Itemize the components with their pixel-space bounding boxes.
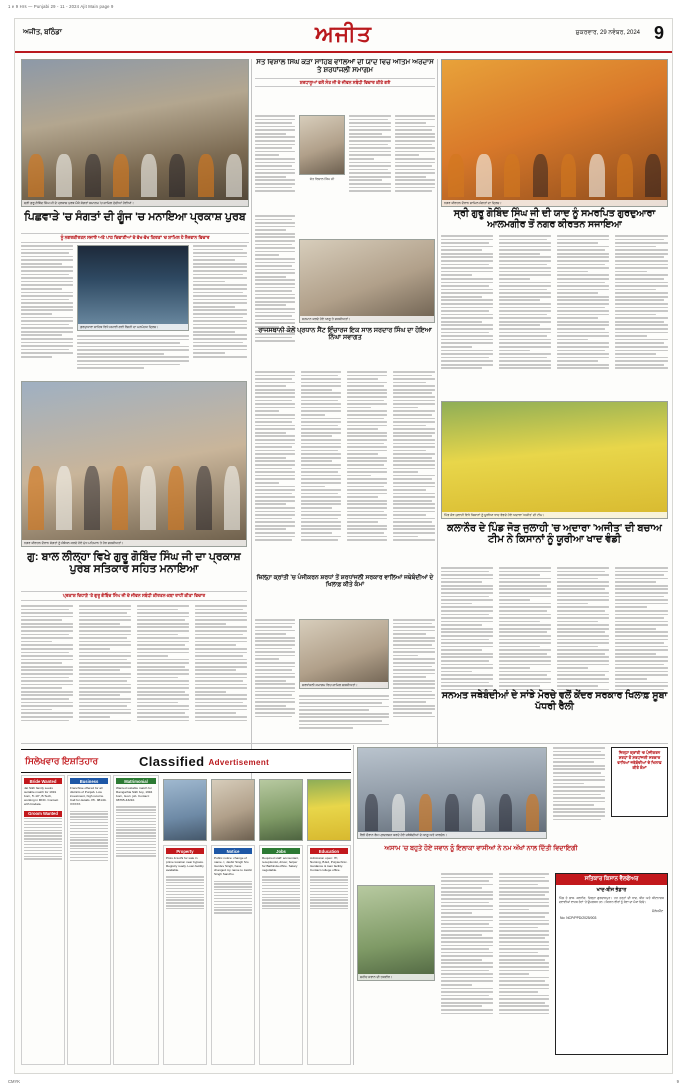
classified-head: Matrimonial (116, 778, 156, 784)
photo-caption: ਸ਼ਰਧਾਂਜਲੀ ਸਮਾਗਮ ਵਿਚ ਸ਼ਾਮਿਲ ਸ਼ਖ਼ਸੀਅਤਾਂ। (300, 682, 388, 688)
classified-column-6[interactable] (259, 845, 303, 1065)
figure-group (442, 136, 667, 197)
headline-4: ਗੁ: ਬਾਲ ਲੀਲ੍ਹਾ ਵਿਖੇ ਗੁਰੂ ਗੋਬਿੰਦ ਸਿੰਘ ਜੀ ਦਾ ਪ੍ਰਕਾਸ਼ ਪੁਰਬ ਸਤਿਕਾਰ ਸਹਿਤ ਮਨਾਇਆ (27, 551, 241, 576)
body-col-right-8 (615, 567, 668, 739)
body-col-right-4 (615, 235, 668, 395)
ad-signoff: ਮੈਨੇਜਮੈਂਟ (652, 909, 663, 914)
body-col-right-3 (557, 235, 609, 395)
classified-illustration-chair (259, 779, 303, 841)
photo-caption: ਨਗਰ ਕੀਰਤਨ ਦੌਰਾਨ ਸ਼ਾਮਿਲ ਸੰਗਤਾਂ ਦਾ ਦ੍ਰਿਸ਼। (442, 200, 667, 206)
body-col-7 (195, 605, 247, 745)
photo-caption: ਸ੍ਰੀ ਗੁਰੂ ਗੋਬਿੰਦ ਸਿੰਘ ਜੀ ਦੇ ਪ੍ਰਕਾਸ਼ ਪੁਰਬ ਮੌਕੇ ਸੰਗਤਾਂ ਸਮਾਗਮ 'ਚ ਸ਼ਾਮਿਲ ਹੁੰਦੀਆਂ ਹੋਈਆਂ। (22, 200, 248, 206)
body-col-mid-8 (393, 371, 435, 571)
column-divider (353, 745, 354, 1065)
notice-number: No: NCP/PPD/2025/003 (560, 916, 597, 921)
body-col-mid-5 (255, 371, 295, 571)
subhead-4: ਪ੍ਰਕਾਸ਼ ਦਿਹਾੜੇ 'ਤੇ ਗੁਰੂ ਗੋਬਿੰਦ ਸਿੰਘ ਜੀ ਦੇ ਜੀਵਨ ਸਬੰਧੀ ਕੀਰਤਨ-ਕਥਾ ਰਾਹੀਂ ਕੀਤਾ ਵਿਚਾਰ (21, 591, 247, 601)
body-col-right-5 (441, 567, 493, 739)
body-col-mid-2 (349, 115, 391, 207)
figure-group (22, 136, 248, 197)
body-col-right-2 (499, 235, 551, 395)
ad-subhead: ਖਾਦ-ਬੀਜ ਭੰਡਾਰ (596, 887, 627, 893)
photo-top-left (21, 59, 249, 207)
photo-two-portraits (299, 619, 389, 689)
classified-column-1[interactable] (21, 775, 65, 1065)
headline-3: ਰਾਜਸਥਾਨੀ ਕੋਲੋਂ ਪ੍ਰਧਾਨ ਸੈਂਟ ਇੰਚਾਰਜ ਇਕ ਸਾਲ ਸਰਦਾਰ ਸਿੰਘ ਦਾ ਹੋਇਆ ਨਿੱਘਾ ਸਵਾਗਤ (258, 327, 432, 342)
classified-text: Franchise offered for all districts of Punjab. Low investment, high returns. Call for details. Ph. 98140-XXXXX. (70, 785, 107, 807)
body-col-mid-11 (299, 695, 389, 739)
classified-text: Plots & kothi for sale in prime location near bypass. Registry ready. Loan facility available. (166, 855, 204, 873)
classified-head: Jobs (262, 848, 300, 854)
body-col-right-6 (499, 567, 551, 739)
photo-stage-group (21, 381, 247, 547)
photo-caption: ਸਨਮਾਨ ਕਰਦੇ ਹੋਏ ਆਗੂ ਤੇ ਸ਼ਖ਼ਸੀਅਤਾਂ। (300, 316, 434, 322)
headline-1: ਪਿਛਵਾੜੇ 'ਚ ਸੰਗਤਾਂ ਦੀ ਗੂੰਜ 'ਚ ਮਨਾਇਆ ਪ੍ਰਕਾਸ਼ ਪੁਰਬ (24, 211, 246, 223)
masthead-logo: ਅਜੀਤ (315, 21, 372, 46)
photo-caption: ਸ਼ਹੀਦ ਜਵਾਨ ਦੀ ਤਸਵੀਰ। (358, 974, 434, 980)
classified-advert-text: Advertisement (208, 758, 270, 768)
photo-caption: ਗੁਰਦੁਆਰਾ ਸਾਹਿਬ ਵਿਖੇ ਸਜਾਈ ਗਈ ਰੌਸ਼ਨੀ ਦਾ ਮਨਮੋਹਕ ਦ੍ਰਿਸ਼। (78, 324, 188, 330)
body-col-mid-10 (393, 619, 435, 739)
headline-6: ਸਨਅਤ ਜਥੇਬੰਦੀਆਂ ਦੇ ਸਾਂਝੇ ਮੋਰਚੇ ਵਲੋਂ ਕੇਂਦਰ ਸਰਕਾਰ ਖਿਲਾਫ਼ ਸੂਬਾ ਪੱਧਰੀ ਰੈਲੀ (441, 690, 668, 712)
body-col-6 (137, 605, 189, 745)
classified-head: Notice (214, 848, 252, 854)
body-col-2 (193, 245, 247, 375)
masthead-date: ਸ਼ੁਕਰਵਾਰ, 29 ਨਵੰਬਰ, 2024 (575, 30, 640, 36)
photo-caption: ਪਿੰਡ ਜੋੜ ਜੁਲਾਹੀ ਵਿਖੇ ਕਿਸਾਨਾਂ ਨੂੰ ਯੂਰੀਆ ਖਾਦ ਵੰਡਦੇ ਹੋਏ ਅਦਾਰਾ 'ਅਜੀਤ' ਦੀ ਟੀਮ। (442, 512, 667, 518)
photo-soldier (357, 885, 435, 981)
classified-head: Bride Wanted (24, 778, 62, 784)
photo-sant-portrait (299, 115, 345, 175)
section-divider (21, 743, 668, 744)
photo-caption: ਨਗਰ ਕੀਰਤਨ ਦੌਰਾਨ ਸੰਗਤਾਂ ਨੂੰ ਸੰਬੋਧਨ ਕਰਦੇ ਹੋਏ ਮੁੱਖ ਮਹਿਮਾਨ ਤੇ ਹੋਰ ਸ਼ਖ਼ਸੀਅਤਾਂ। (22, 540, 246, 546)
classified-column-2[interactable] (67, 775, 111, 1065)
headline-8: ਅਸਾਮ 'ਚ ਬਹੁਤੇ ਹੋਏ ਜਵਾਨ ਨੂੰ ਇਲਾਕਾ ਵਾਸੀਆਂ ਨੇ ਨਮ ਅੱਖਾਂ ਨਾਲ ਦਿੱਤੀ ਵਿਦਾਇਗੀ (384, 845, 578, 852)
masthead (15, 19, 672, 53)
headline-2: ਸ੍ਰੀ ਗੁਰੂ ਗੋਬਿੰਦ ਸਿੰਘ ਜੀ ਦੀ ਯਾਦ ਨੂੰ ਸਮਰਪਿਤ ਗੁਰਦੁਆਰਾ ਆਲਮਗੀਰ ਤੋਂ ਨਗਰ ਕੀਰਤਨ ਸਜਾਇਆ (453, 208, 656, 230)
classified-band (21, 749, 351, 773)
classified-head: Property (166, 848, 204, 854)
body-col-bottom-2 (441, 873, 493, 1053)
classified-text: Jat Sikh family seeks suitable match for 1991 born, 5'-10", B.Tech, working in MNC. Contact with biodata. (24, 785, 59, 807)
classified-title (139, 754, 269, 769)
classified-column-4[interactable] (163, 845, 207, 1065)
page-number: 9 (653, 23, 664, 43)
classified-head: Education (310, 848, 348, 854)
photo-two-men (299, 239, 435, 323)
body-col-5 (79, 605, 131, 745)
classified-text: Public notice: change of name. I, Jasbir Singh S/o Gurdev Singh, have changed my name to Jasbir Singh Sandhu. (214, 855, 253, 877)
classified-head: Business (70, 778, 108, 784)
figure-group (22, 439, 246, 529)
ad-box-kisaan (555, 873, 668, 1055)
body-col-bottom-1 (553, 747, 605, 839)
classified-column-7[interactable] (307, 845, 351, 1065)
classified-column-3[interactable] (113, 775, 159, 1065)
classified-text: Admission open: ITI, Nursing, B.Ed, Polytechnic. Guidance & loan facility. Contact college office. (310, 855, 348, 873)
figure-group (358, 779, 546, 831)
ad-headline: ਜ਼ਿਲ੍ਹਾ ਕ੍ਰਾਂਤੀ 'ਚ ਪੰਜੀਕਰਨ ਸ਼ਰਧਾਂ ਤੋਂ ਸ਼ਰਧਾਂਜਲੀ ਸਰਕਾਰ ਵਾਲਿਆਂ ਜਥੇਬੰਦੀਆਂ ਦੇ ਖਿਲਾਫ਼ ਕੀਤੇ ਕੰਮਾਂ (617, 750, 662, 770)
headline-5: ਕਲਾਨੌਰ ਦੇ ਪਿੰਡ ਜੋੜ ਜੁਲਾਹੀ 'ਚ ਅਦਾਰਾ 'ਅਜੀਤ' ਦੀ ਬਚਾਅ ਟੀਮ ਨੇ ਕਿਸਾਨਾਂ ਨੂੰ ਯੂਰੀਆ ਖਾਦ ਵੰਡੀ (447, 523, 662, 546)
body-col-mid-9 (255, 619, 295, 739)
body-col-bottom-3 (499, 873, 549, 1053)
headline-sant: ਸੰਤ ਵਿਸ਼ਾਲ ਸਿੰਘ ਕੜਾ ਸਾਹਿਬ ਵਾਲਿਆਂ ਦੀ ਯਾਦ ਵਿਚ ਅੰਤਿਮ ਅਰਦਾਸ ਤੇ ਸ਼ਰਧਾਂਜਲੀ ਸਮਾਗਮ (256, 59, 434, 74)
body-col-right-7 (557, 567, 609, 739)
classified-text: Required staff: accountant, receptionist, driver, helper for Bathinda office. Salary negotiable. (262, 855, 299, 873)
body-col-mid-1 (255, 115, 295, 207)
classified-column-5[interactable] (211, 845, 255, 1065)
body-col-1 (21, 245, 73, 375)
ad-box-small (611, 747, 668, 817)
print-footer-left: CMYK (8, 1079, 21, 1084)
photo-top-right (441, 59, 668, 207)
body-col-4 (21, 605, 73, 745)
body-col-mid-4 (255, 215, 295, 365)
ad-body-text: ਪਿੰਡ ਤੇ ਡਾਕ. ਕਲਾਨੌਰ, ਜ਼ਿਲ੍ਹਾ ਗੁਰਦਾਸਪੁਰ। ਹਰ ਤਰ੍ਹਾਂ ਦੀ ਖਾਦ, ਬੀਜ ਅਤੇ ਕੀਟਨਾਸ਼ਕ ਦਵਾਈਆਂ ਵਾਜਬ ਰੇਟਾਂ 'ਤੇ ਉਪਲਬਧ ਹਨ। ਕਿਸਾਨ ਵੀਰਾਂ ਨੂੰ ਸੇਵਾ ਦਾ ਮੌਕਾ ਦਿਓ। (559, 896, 664, 905)
column-divider (251, 59, 252, 779)
body-col-mid-3 (395, 115, 435, 207)
photo-urea-distribution (441, 401, 668, 519)
headline-7: ਜ਼ਿਲ੍ਹਾ ਕ੍ਰਾਂਤੀ 'ਚ ਪੰਜੀਕਰਨ ਸ਼ਰਧਾਂ ਤੋਂ ਸ਼ਰਧਾਂਜਲੀ ਸਰਕਾਰ ਵਾਲਿਆਂ ਜਥੇਬੰਦੀਆਂ ਦੇ ਖਿਲਾਫ਼ ਕੀਤੇ ਕੰਮਾਂ (256, 575, 434, 588)
column-divider (437, 59, 438, 779)
print-footer (0, 1075, 687, 1089)
photo-illumination (77, 245, 189, 331)
classified-head: Groom Wanted (24, 811, 62, 817)
page-crop (14, 18, 673, 1074)
body-col-mid-7 (347, 371, 387, 571)
classified-illustration-suit (211, 779, 255, 841)
photo-caption-sant: ਸੰਤ ਵਿਸ਼ਾਲ ਸਿੰਘ ਜੀ (309, 177, 335, 181)
classified-logo: ਸਿਲੇਖਵਾਰ ਇਸ਼ਤਿਹਾਰ (25, 756, 99, 766)
print-footer-right: 9 (676, 1079, 679, 1084)
subhead-sant: ਸ਼ਰਧਾਲੂਆਂ ਵਲੋਂ ਸੰਤ ਜੀ ਦੇ ਜੀਵਨ ਸਬੰਧੀ ਵਿਚਾਰ ਕੀਤੇ ਗਏ (255, 78, 435, 88)
masthead-edition: ਅਜੀਤ, ਬਠਿੰਡਾ (23, 29, 62, 36)
classified-illustration-house (307, 779, 351, 841)
classified-illustration-megaphone (163, 779, 207, 841)
ad-headline: ਸਤਿਕਾਰ ਕਿਸਾਨ ਵੈਲਫੇਅਰ (556, 874, 667, 885)
photo-caption: ਰੈਲੀ ਦੌਰਾਨ ਰੋਸ ਪ੍ਰਦਰਸ਼ਨ ਕਰਦੇ ਹੋਏ ਜਥੇਬੰਦੀਆਂ ਦੇ ਆਗੂ ਅਤੇ ਕਾਰਕੁੰਨ। (358, 832, 546, 838)
print-header: 1 e 9 Hrs — Punjabi 29 - 11 - 2024 Ajit Main page 9 (8, 4, 114, 9)
subhead-1: ਨੂੰ ਨਗਰਕੀਰਤਨ ਸਜਾਏ ਅਤੇ ਪਾਠ ਦਿਵਾਣੀਆਂ ਦੇ ਵੱਖ-ਵੱਖ ਕਿਰਤਾਂ 'ਚ ਸ਼ਾਮਿਲ ਹੋ ਨੌਜਵਾਨ ਵਿਚਾਰ (21, 233, 249, 243)
body-col-right-1 (441, 235, 493, 395)
classified-title-text: Classified (139, 754, 205, 769)
classified-text: Wanted suitable match for Ramgarhia Sikh boy, 1994 born, Govt. job. Contact: 98765-43210. (116, 785, 153, 803)
photo-rally (357, 747, 547, 839)
body-col-mid-6 (301, 371, 341, 571)
body-col-3 (77, 335, 189, 375)
